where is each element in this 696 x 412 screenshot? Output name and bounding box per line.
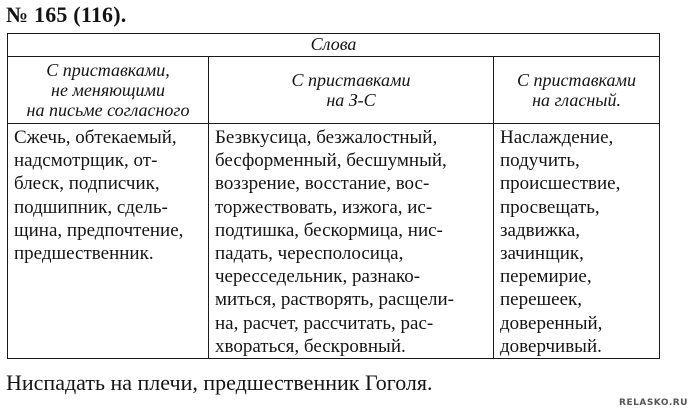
header-line: не меняющими <box>51 80 165 100</box>
cell-unchanged-prefix-words <box>8 124 209 359</box>
table-header-row <box>8 57 660 124</box>
example-sentence: Ниспадать на плечи, предшественник Гоголя. <box>6 370 433 395</box>
column-header-z-s-prefix <box>209 57 494 124</box>
word-line: Безвкусица, безжалостный, <box>215 127 438 148</box>
header-line: С приставками <box>291 70 411 90</box>
word-line: подтишка, бескормица, нис- <box>215 219 443 241</box>
header-line: на З-С <box>326 90 376 110</box>
word-line: перешеек, <box>500 289 583 311</box>
word-line: бесформенный, бесшумный, <box>215 150 447 172</box>
header-line: на гласный. <box>532 90 621 110</box>
word-line: падать, чересполосица, <box>215 243 404 265</box>
exercise-number: № 165 (116). <box>6 2 127 27</box>
header-line: С приставками, <box>46 60 170 80</box>
table-title-row <box>8 34 660 57</box>
word-line: перемирие, <box>500 266 592 288</box>
word-line: щина, предпочтение, <box>14 219 184 241</box>
header-line: С приставками <box>517 70 637 90</box>
word-line: Наслаждение, <box>500 127 614 148</box>
word-line: просвещать, <box>500 196 600 218</box>
word-line: миться, растворять, расщели- <box>215 289 454 311</box>
word-line: происшествие, <box>500 173 621 195</box>
column-header-unchanged-prefix <box>8 57 209 124</box>
word-line: Сжечь, обтекаемый, <box>14 127 177 148</box>
words-table <box>7 33 660 359</box>
word-line: предшественник. <box>14 243 154 265</box>
cell-vowel-prefix-words <box>494 124 660 359</box>
word-line: надсмотрщик, от- <box>14 150 158 172</box>
column-header-vowel-prefix <box>494 57 660 124</box>
header-line: на письме согласного <box>26 100 190 120</box>
cell-z-s-prefix-words <box>209 124 494 359</box>
word-line: на, расчет, рассчитать, рас- <box>215 312 434 334</box>
word-line: воззрение, восстание, вос- <box>215 173 430 195</box>
site-watermark: RELASKO.RU <box>619 398 688 408</box>
word-line: подшипник, сдель- <box>14 196 168 218</box>
word-line: зачинщик, <box>500 243 584 265</box>
word-line: блеск, подписчик, <box>14 173 160 195</box>
word-line: хвораться, бескровный. <box>215 335 406 357</box>
word-line: доверенный, <box>500 312 603 334</box>
word-line: доверчивый. <box>500 335 602 357</box>
table-body-row <box>8 124 660 359</box>
word-line: подучить, <box>500 150 580 172</box>
word-line: торжествовать, изжога, ис- <box>215 196 433 218</box>
word-line: задвижка, <box>500 219 580 241</box>
table-title: Слова <box>8 34 660 57</box>
word-line: чересседельник, разнако- <box>215 266 421 288</box>
